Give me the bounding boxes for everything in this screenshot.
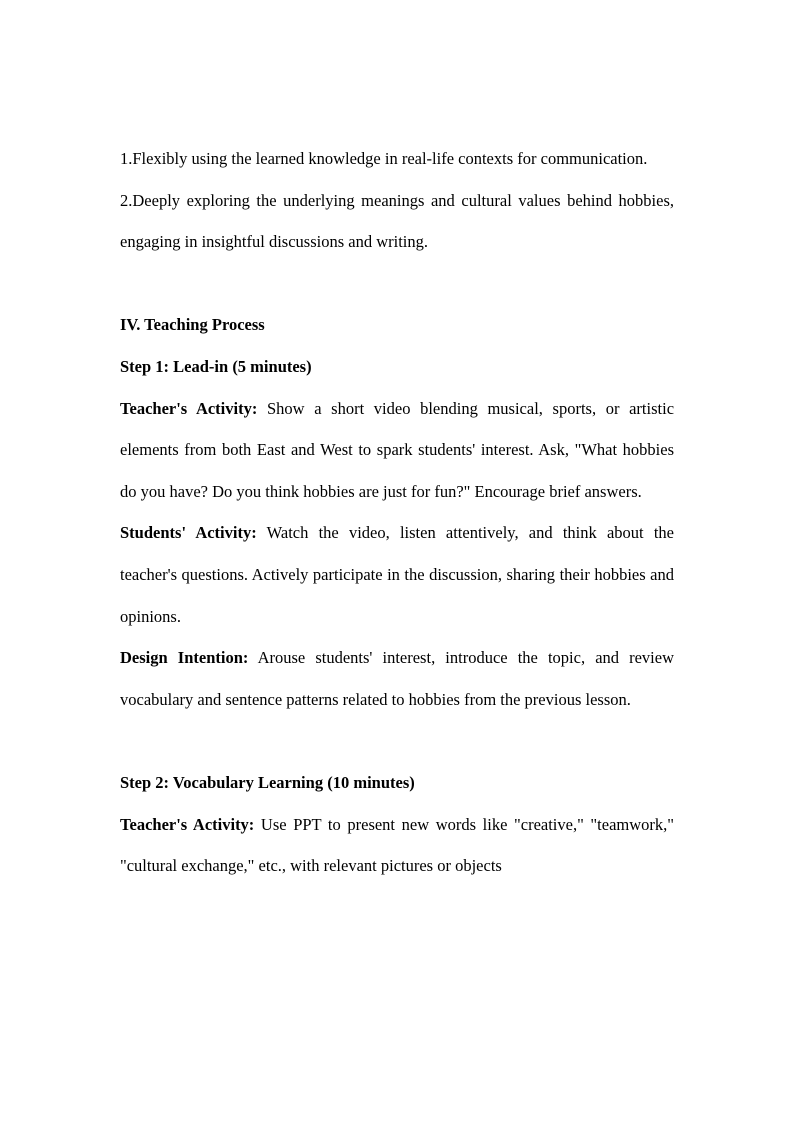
step1-students-activity [120,512,674,637]
objective-1: 1.Flexibly using the learned knowledge in real-life contexts for communication. [120,149,648,168]
step1-design-label: Design Intention: [120,648,249,668]
step2-title: Step 2: Vocabulary Learning [120,772,324,792]
section-heading: IV. Teaching Process [120,315,265,335]
spacer [120,263,674,305]
step1-design-text: Arouse students' interest, introduce the topic, and review vocabulary and sentence patterns related to hobbies from the previous lesson. [120,648,675,709]
step1-heading [120,346,674,388]
step1-teacher-activity [120,388,674,513]
step1-teacher-text: Show a short video blending musical, sports, or artistic elements from both East and West to spark students' interest. Ask, "What hobbies do you have? Do you think hobbies are just for fun?" Encourage brief answers. [120,398,675,501]
step1-design-intention [120,637,674,720]
step2-duration: (10 minutes) [327,772,415,792]
step2-teacher-text: Use PPT to present new words like "creative," "teamwork," "cultural exchange," etc., with relevant pictures or objects [120,814,674,876]
step2-teacher-label: Teacher's Activity: [120,814,255,834]
document-page [120,138,674,887]
spacer [120,720,674,762]
step2-heading [120,762,674,804]
step1-teacher-label: Teacher's Activity: [120,398,258,418]
step1-duration: (5 minutes) [232,356,312,376]
step1-students-label: Students' Activity: [120,523,257,543]
objective-2: 2.Deeply exploring the underlying meanings and cultural values behind hobbies, engaging in insightful discussions and writing. [120,190,674,252]
step2-teacher-activity [120,804,674,887]
step1-title: Step 1: Lead-in [120,356,229,376]
step1-students-text: Watch the video, listen attentively, and think about the teacher's questions. Actively participate in the discussion, sharing their hobbies and opinions. [120,523,674,626]
